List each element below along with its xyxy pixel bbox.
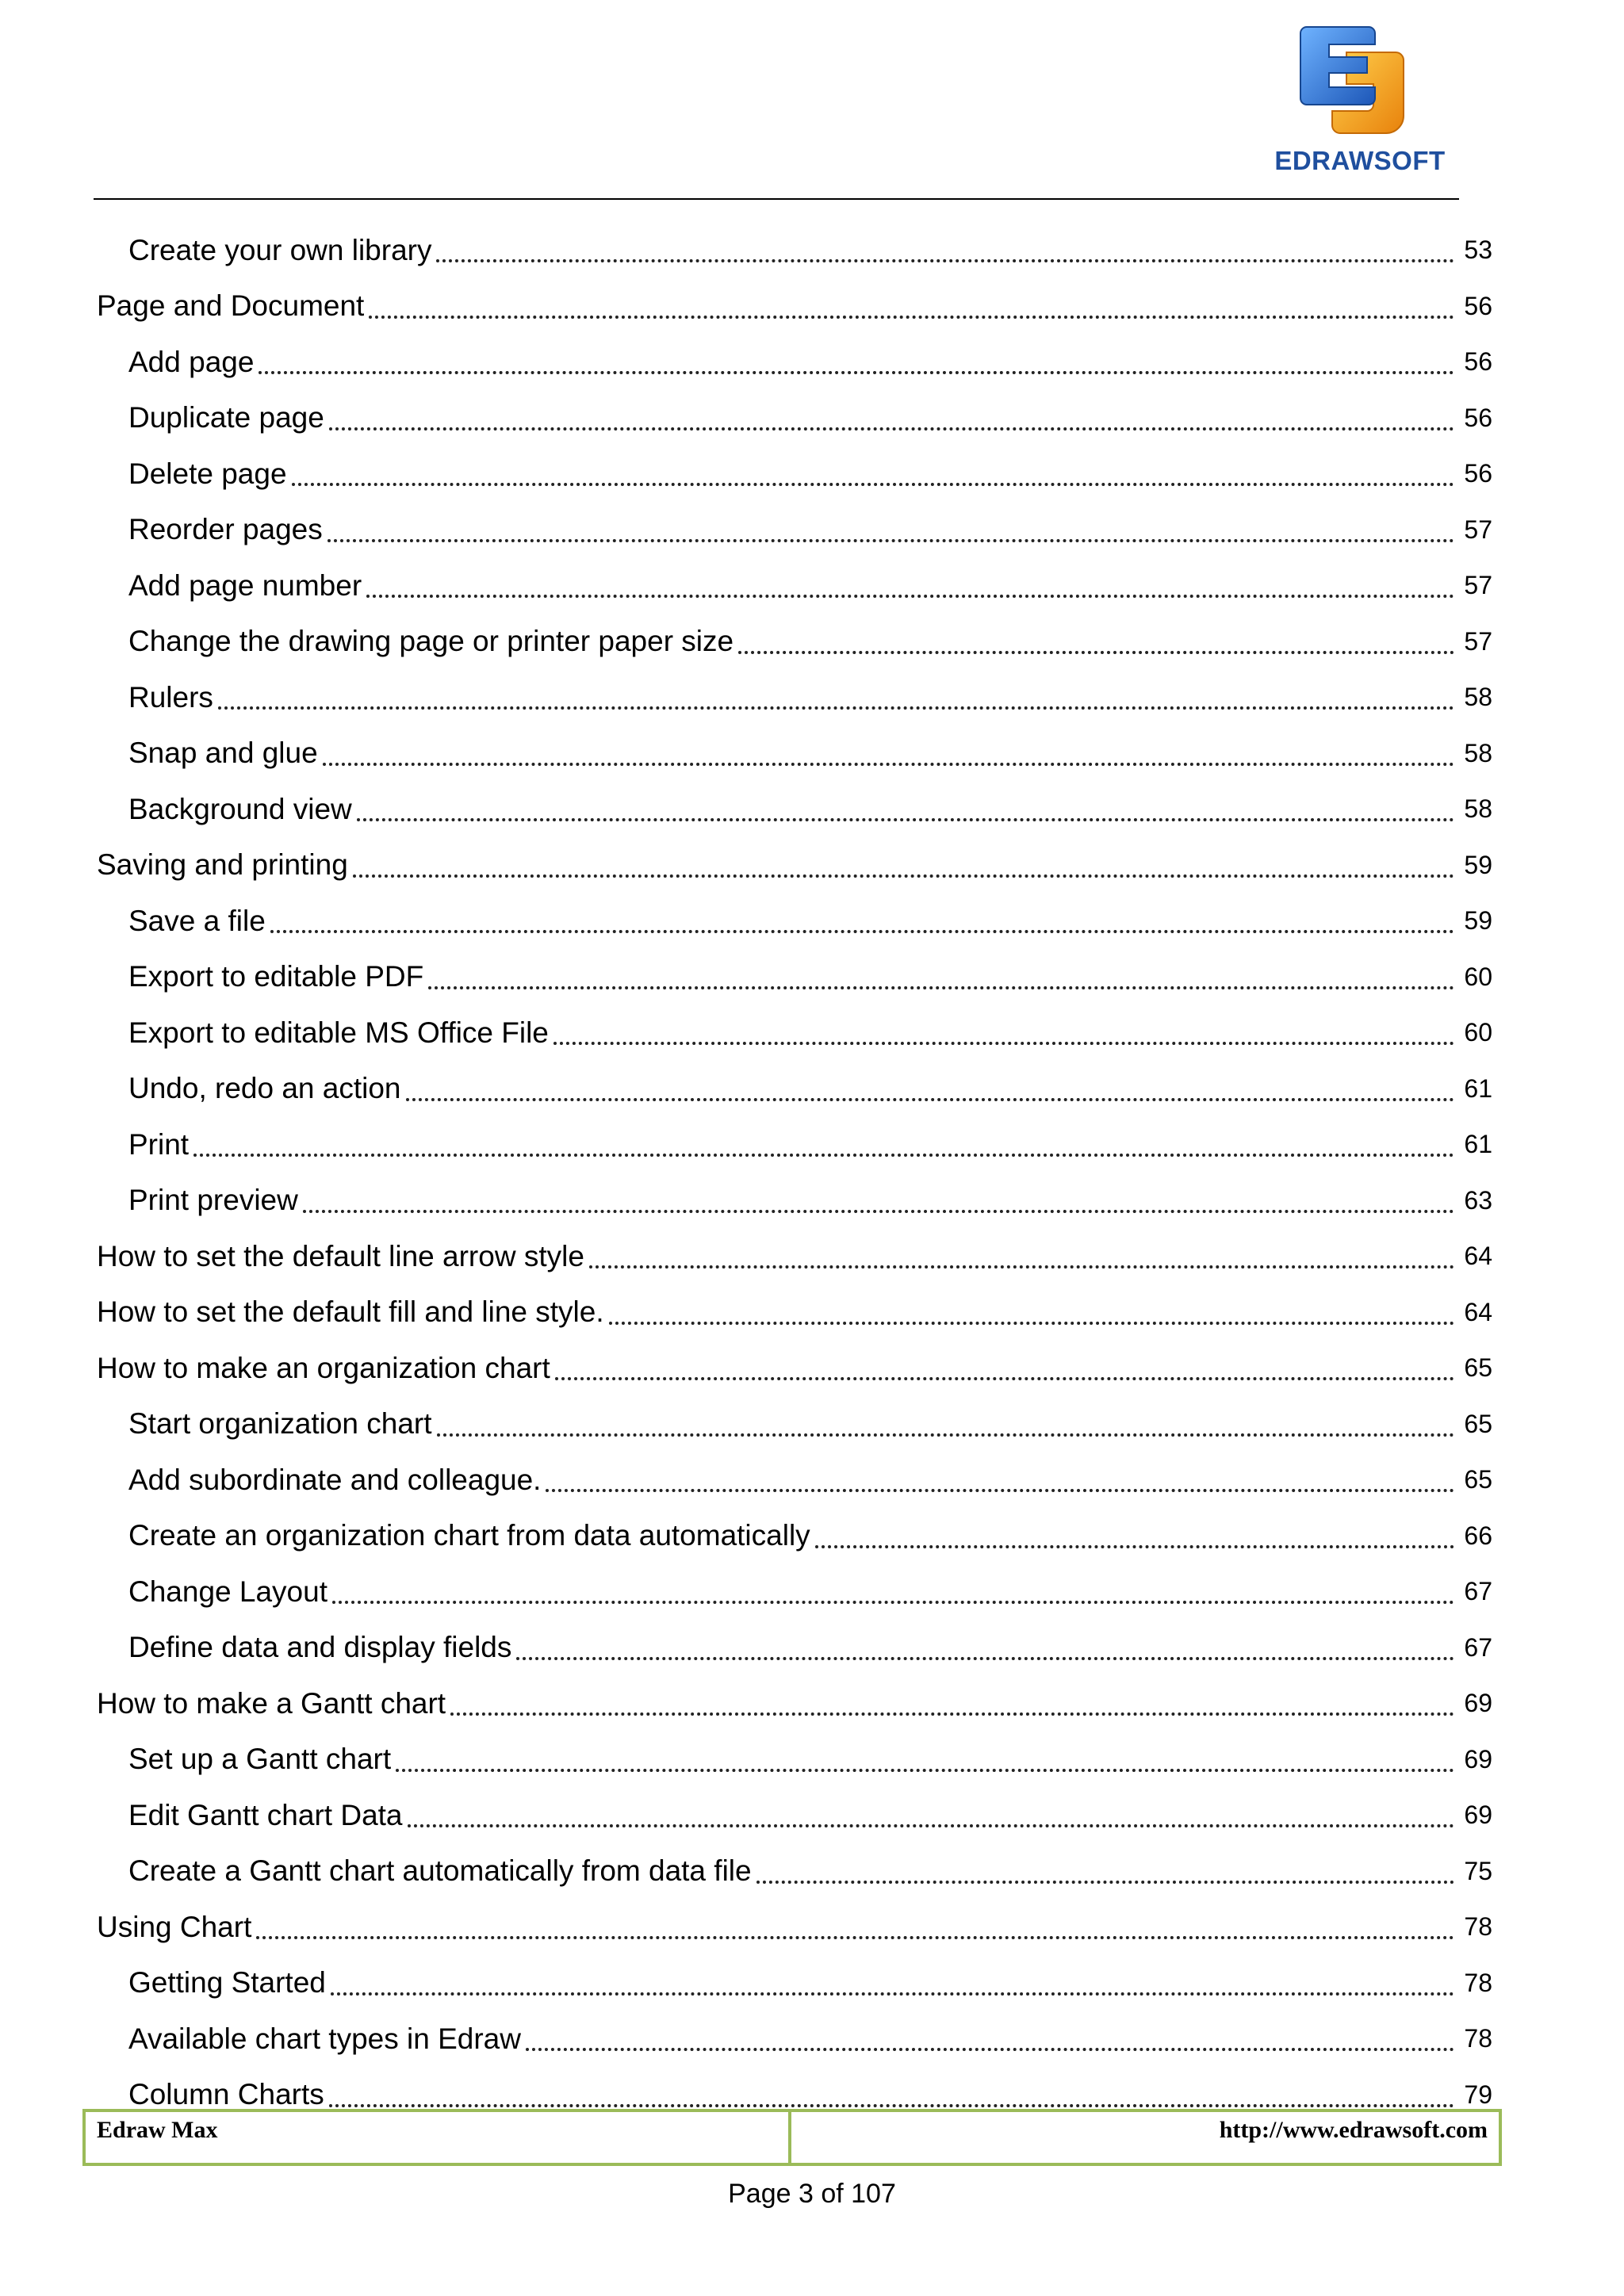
toc-dot-leader	[428, 986, 1454, 989]
toc-entry-page: 66	[1464, 1521, 1492, 1550]
toc-dot-leader	[609, 1322, 1454, 1325]
toc-entry-title: Create your own library	[128, 233, 432, 266]
toc-dot-leader	[327, 539, 1454, 542]
toc-entry-page: 63	[1464, 1185, 1492, 1215]
toc-dot-leader	[546, 1489, 1454, 1492]
toc-entry-title: Undo, redo an action	[128, 1072, 401, 1105]
toc-entry-page: 59	[1464, 850, 1492, 879]
toc-entry-title: Column Charts	[128, 2078, 324, 2111]
toc-entry-title: Set up a Gantt chart	[128, 1743, 392, 1776]
toc-entry-title: Change the drawing page or printer paper size	[128, 625, 734, 658]
toc-entry-page: 53	[1464, 235, 1492, 265]
table-of-contents	[97, 222, 1492, 2122]
toc-dot-leader	[450, 1712, 1454, 1716]
toc-dot-leader	[408, 1824, 1454, 1827]
toc-dot-leader	[406, 1098, 1454, 1101]
toc-entry-title: Rulers	[128, 680, 213, 714]
toc-entry-title: Change Layout	[128, 1575, 327, 1608]
toc-entry-title: How to set the default line arrow style	[97, 1239, 584, 1272]
toc-entry[interactable]	[97, 1116, 1492, 1173]
toc-entry[interactable]	[97, 1787, 1492, 1843]
toc-entry-page: 64	[1464, 1297, 1492, 1326]
toc-entry-title: Print	[128, 1127, 190, 1161]
toc-dot-leader	[218, 706, 1454, 710]
toc-entry-title: How to set the default fill and line style.	[97, 1295, 604, 1329]
toc-entry-title: Background view	[128, 792, 352, 825]
toc-entry[interactable]	[97, 557, 1492, 614]
toc-entry[interactable]	[97, 1675, 1492, 1732]
toc-dot-leader	[555, 1377, 1454, 1380]
toc-dot-leader	[259, 371, 1454, 374]
toc-entry-title: Page and Document	[97, 289, 365, 323]
toc-dot-leader	[366, 595, 1454, 598]
toc-entry-page: 57	[1464, 626, 1492, 656]
toc-entry[interactable]	[97, 669, 1492, 725]
toc-entry[interactable]	[97, 1732, 1492, 1788]
toc-entry-title: Print preview	[128, 1184, 298, 1217]
toc-entry[interactable]	[97, 949, 1492, 1005]
toc-dot-leader	[516, 1657, 1454, 1660]
toc-entry-page: 78	[1464, 1968, 1492, 1997]
toc-entry-page: 56	[1464, 459, 1492, 488]
toc-entry[interactable]	[97, 1340, 1492, 1396]
logo-wordmark: EDRAWSOFT	[1274, 146, 1446, 175]
toc-entry[interactable]	[97, 1563, 1492, 1620]
toc-entry-title: How to make an organization chart	[97, 1351, 550, 1384]
toc-entry-page: 65	[1464, 1353, 1492, 1383]
toc-entry[interactable]	[97, 1508, 1492, 1564]
toc-entry-page: 78	[1464, 1912, 1492, 1942]
toc-entry-title: Create an organization chart from data automatically	[128, 1519, 810, 1552]
toc-entry-page: 57	[1464, 571, 1492, 600]
toc-entry[interactable]	[97, 1899, 1492, 1955]
toc-dot-leader	[323, 763, 1454, 766]
toc-entry-title: Available chart types in Edraw	[128, 2022, 521, 2055]
toc-dot-leader	[437, 1433, 1454, 1437]
toc-entry-title: Export to editable MS Office File	[128, 1016, 549, 1049]
toc-entry[interactable]	[97, 1004, 1492, 1061]
toc-entry-page: 69	[1464, 1689, 1492, 1718]
toc-entry-title: Define data and display fields	[128, 1631, 512, 1664]
toc-entry-page: 60	[1464, 962, 1492, 991]
toc-entry-page: 59	[1464, 906, 1492, 936]
toc-dot-leader	[589, 1265, 1454, 1269]
toc-entry-page: 58	[1464, 738, 1492, 767]
toc-dot-leader	[329, 2104, 1454, 2107]
toc-entry-page: 61	[1464, 1130, 1492, 1159]
toc-entry-title: Using Chart	[97, 1910, 252, 1943]
toc-entry-page: 67	[1464, 1577, 1492, 1606]
toc-dot-leader	[332, 1601, 1454, 1604]
toc-dot-leader	[193, 1154, 1454, 1157]
toc-entry-title: Save a file	[128, 904, 266, 937]
toc-entry[interactable]	[97, 1284, 1492, 1341]
toc-entry[interactable]	[97, 725, 1492, 782]
toc-dot-leader	[396, 1769, 1454, 1772]
toc-entry-title: Export to editable PDF	[128, 960, 424, 993]
toc-entry-page: 57	[1464, 515, 1492, 544]
toc-entry-title: Getting Started	[128, 1966, 326, 1999]
toc-dot-leader	[526, 2048, 1454, 2051]
toc-entry-page: 69	[1464, 1744, 1492, 1774]
toc-dot-leader	[756, 1881, 1454, 1884]
toc-dot-leader	[815, 1545, 1454, 1548]
toc-entry[interactable]	[97, 334, 1492, 390]
toc-dot-leader	[353, 874, 1454, 878]
toc-entry[interactable]	[97, 222, 1492, 278]
toc-dot-leader	[331, 1992, 1454, 1996]
toc-entry-page: 60	[1464, 1018, 1492, 1047]
toc-entry-page: 56	[1464, 403, 1492, 432]
toc-entry-page: 56	[1464, 291, 1492, 320]
toc-dot-leader	[738, 651, 1454, 654]
toc-entry-page: 78	[1464, 2024, 1492, 2053]
toc-entry[interactable]	[97, 1452, 1492, 1508]
toc-entry-page: 58	[1464, 794, 1492, 824]
toc-entry[interactable]	[97, 2011, 1492, 2067]
toc-dot-leader	[270, 930, 1454, 933]
toc-entry[interactable]	[97, 893, 1492, 949]
toc-entry[interactable]	[97, 1396, 1492, 1452]
toc-entry-title: Create a Gantt chart automatically from data file	[128, 1854, 752, 1888]
toc-entry[interactable]	[97, 502, 1492, 558]
toc-entry[interactable]	[97, 1843, 1492, 1900]
footer-website: http://www.edrawsoft.com	[1219, 2117, 1488, 2143]
toc-dot-leader	[553, 1042, 1454, 1045]
toc-entry-page: 64	[1464, 1242, 1492, 1271]
toc-dot-leader	[303, 1210, 1454, 1213]
toc-entry-title: How to make a Gantt chart	[97, 1686, 446, 1720]
toc-entry-title: Add subordinate and colleague.	[128, 1463, 542, 1496]
toc-entry-title: Start organization chart	[128, 1407, 432, 1441]
toc-entry[interactable]	[97, 781, 1492, 837]
edrawsoft-logo-icon	[1299, 21, 1410, 140]
toc-entry-title: Delete page	[128, 457, 287, 490]
toc-entry[interactable]	[97, 390, 1492, 446]
toc-entry[interactable]	[97, 446, 1492, 502]
toc-entry-page: 56	[1464, 347, 1492, 377]
page-number: Page 3 of 107	[728, 2179, 896, 2209]
toc-entry-page: 79	[1464, 2080, 1492, 2109]
header-divider	[94, 198, 1459, 200]
toc-entry-title: Duplicate page	[128, 401, 324, 434]
toc-dot-leader	[369, 316, 1454, 319]
toc-entry-page: 67	[1464, 1632, 1492, 1662]
toc-entry[interactable]	[97, 1061, 1492, 1117]
toc-entry[interactable]	[97, 1620, 1492, 1676]
toc-entry[interactable]	[97, 1955, 1492, 2011]
toc-entry-page: 65	[1464, 1409, 1492, 1438]
toc-dot-leader	[357, 818, 1454, 821]
toc-entry-title: Saving and printing	[97, 848, 348, 882]
toc-entry-page: 75	[1464, 1856, 1492, 1885]
toc-entry[interactable]	[97, 837, 1492, 894]
toc-entry[interactable]	[97, 614, 1492, 670]
toc-entry-page: 58	[1464, 683, 1492, 712]
toc-entry-title: Reorder pages	[128, 513, 323, 546]
toc-dot-leader	[256, 1936, 1454, 1939]
toc-entry[interactable]	[97, 278, 1492, 335]
toc-dot-leader	[329, 427, 1454, 430]
toc-entry[interactable]	[97, 1228, 1492, 1284]
toc-entry-title: Snap and glue	[128, 737, 318, 770]
toc-entry-page: 65	[1464, 1465, 1492, 1494]
toc-dot-leader	[292, 483, 1454, 486]
toc-entry-title: Add page	[128, 345, 255, 378]
footer-product-name: Edraw Max	[86, 2112, 791, 2163]
page-footer	[82, 2109, 1502, 2166]
toc-entry-page: 69	[1464, 1800, 1492, 1830]
toc-entry-title: Add page number	[128, 568, 362, 602]
toc-entry[interactable]	[97, 1173, 1492, 1229]
toc-entry-title: Edit Gantt chart Data	[128, 1798, 403, 1831]
toc-entry-page: 61	[1464, 1073, 1492, 1103]
edrawsoft-logo	[1269, 21, 1451, 179]
toc-dot-leader	[436, 259, 1454, 262]
